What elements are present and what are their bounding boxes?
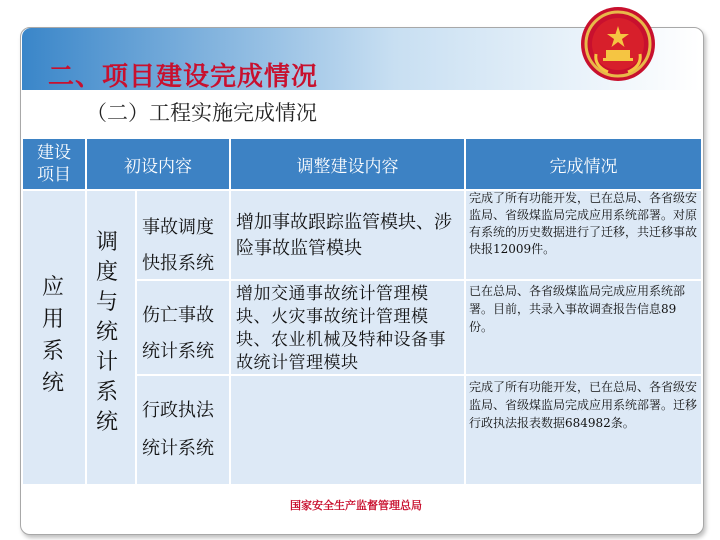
header-adjusted-content: 调整建设内容 [230,138,465,190]
header-completion-status: 完成情况 [465,138,702,190]
category-name: 调度与统计系统 [96,230,119,435]
row3-status: 完成了所有功能开发，已在总局、各省级安监局、省级煤监局完成应用系统部署。迁移行政执法报表数据684982条。 [469,380,698,430]
cell-adjusted-3 [230,375,465,485]
row2-initial: 伤亡事故统计系统 [142,305,214,362]
national-emblem-icon [578,4,658,84]
project-name: 应用系统 [42,275,65,396]
header-initial-content: 初设内容 [86,138,230,190]
row3-initial: 行政执法统计系统 [142,400,214,459]
row2-adjusted: 增加交通事故统计管理模块、火灾事故统计管理模块、农业机械及特种设备事故统计管理模块 [236,284,446,373]
slide-title: 二、项目建设完成情况 [48,62,319,92]
row1-adjusted: 增加事故跟踪监管模块、涉险事故监管模块 [236,212,452,259]
row1-initial: 事故调度快报系统 [142,217,214,274]
row1-status: 完成了所有功能开发，已在总局、各省级安监局、省级煤监局完成应用系统部署。对原有系统的历史数据进行了迁移，共迁移事故快报12009件。 [469,191,698,256]
header-project: 建设项目 [22,138,86,190]
slide-subtitle: （二）工程实施完成情况 [86,101,317,125]
footer-organization: 国家安全生产监督管理总局 [290,499,422,512]
row2-status: 已在总局、各省级煤监局完成应用系统部署。目前，共录入事故调查报告信息89份。 [469,284,686,334]
